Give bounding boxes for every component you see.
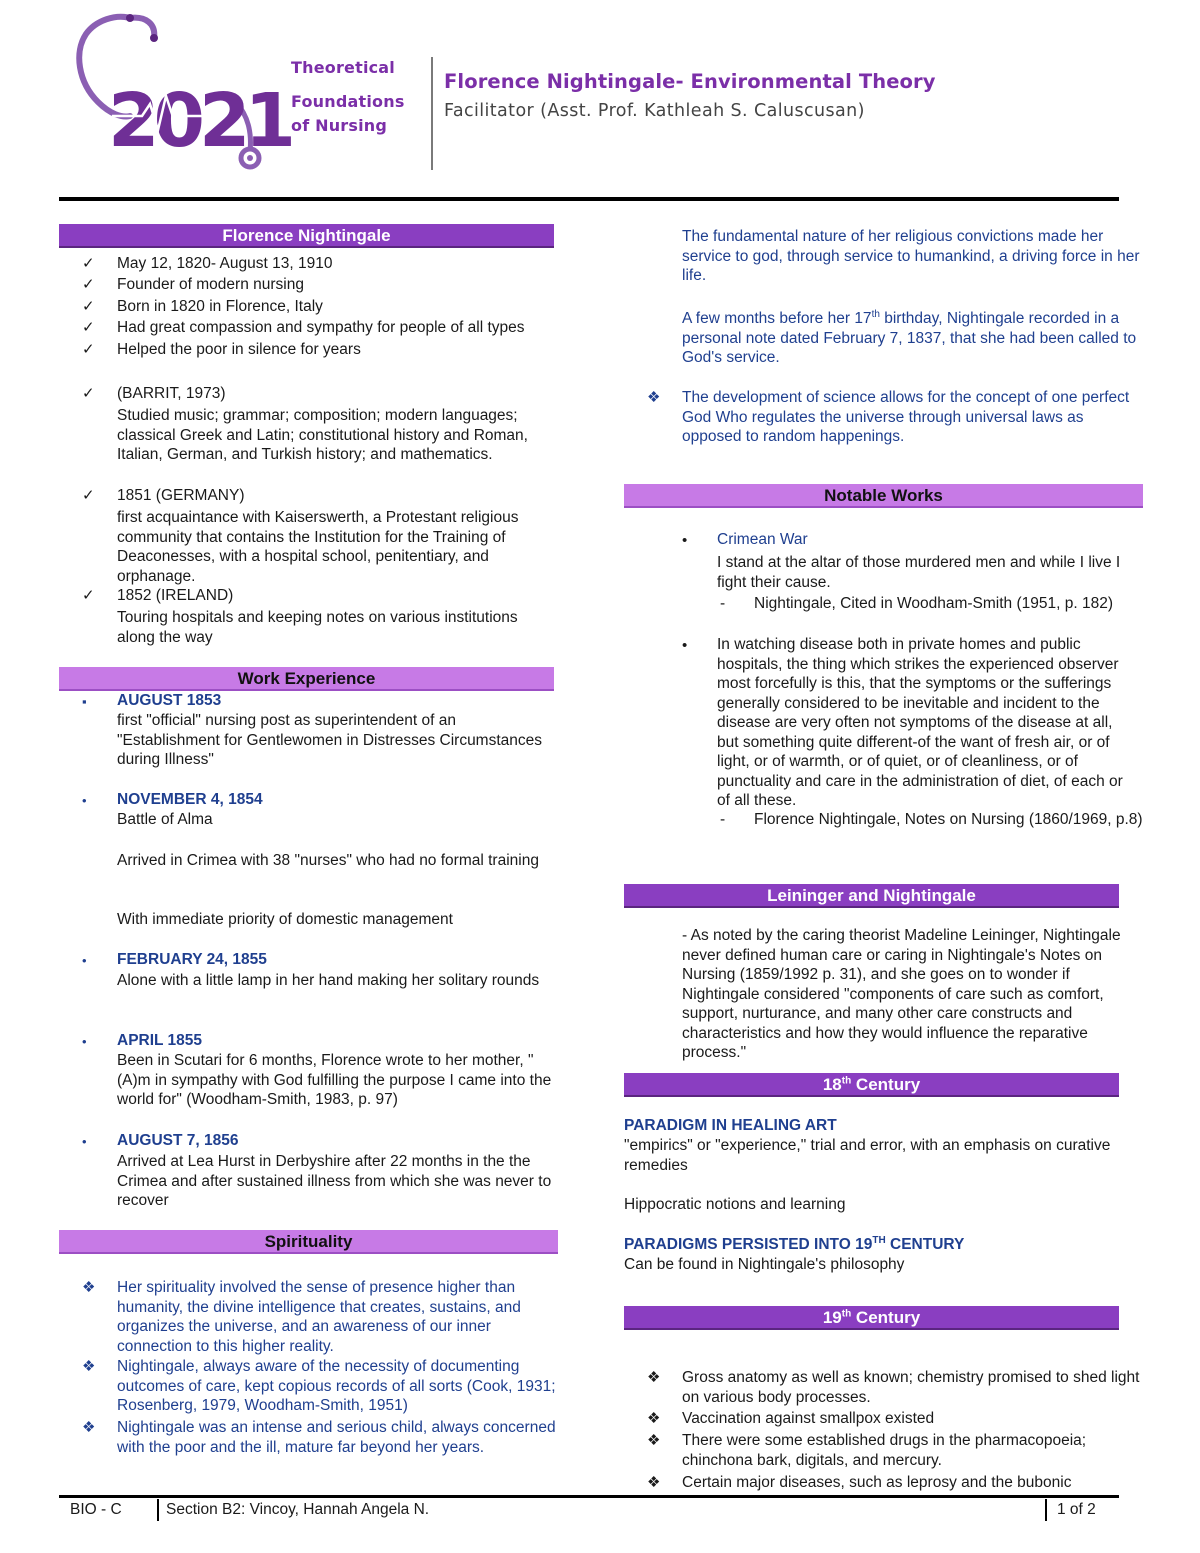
timeline-date: FEBRUARY 24, 1855 bbox=[117, 951, 267, 968]
check-icon: ✓ bbox=[82, 341, 95, 358]
footer-rule bbox=[59, 1495, 1119, 1498]
spirituality-item: Her spirituality involved the sense of presence higher than humanity, the divine intelligence that creates, sustains, and organizes the universe, and an awareness of our inner connection to this higher reality. bbox=[117, 1279, 521, 1355]
check-icon: ✓ bbox=[82, 319, 95, 336]
footer-section: Section B2: Vincoy, Hannah Angela N. bbox=[166, 1501, 430, 1518]
citation-dash: - bbox=[720, 811, 726, 828]
diamond-bullet-icon: ❖ bbox=[647, 1410, 661, 1427]
timeline-text: With immediate priority of domestic management bbox=[117, 911, 453, 928]
century19-item: Certain major diseases, such as leprosy and the bubonic bbox=[682, 1474, 1072, 1491]
diamond-bullet-icon: ❖ bbox=[647, 1474, 661, 1491]
barrit-text: Studied music; grammar; composition; modern languages; classical Greek and Latin; constitutional history and Roman, Italian, German, and Turkish history; and mathematics. bbox=[117, 407, 528, 463]
diamond-bullet-icon: ❖ bbox=[82, 1419, 96, 1436]
timeline-text: first "official" nursing post as superintendent of an "Establishment for Gentlewomen in Distresses Circumstances during Illness" bbox=[117, 712, 543, 768]
persisted-text: Can be found in Nightingale's philosophy bbox=[624, 1256, 905, 1273]
dot-bullet-icon: • bbox=[82, 1034, 87, 1049]
diamond-bullet-icon: ❖ bbox=[647, 389, 661, 406]
footer-course-code: BIO - C bbox=[70, 1501, 122, 1518]
check-icon: ✓ bbox=[82, 487, 95, 504]
course-title-line1: Theoretical bbox=[291, 58, 395, 77]
footer-divider bbox=[1045, 1499, 1047, 1521]
paradigm-title: PARADIGM IN HEALING ART bbox=[624, 1117, 837, 1134]
timeline-text: Alone with a little lamp in her hand making her solitary rounds bbox=[117, 972, 540, 989]
fn-item: Born in 1820 in Florence, Italy bbox=[117, 298, 323, 315]
citation-dash: - bbox=[720, 595, 726, 612]
check-icon: ✓ bbox=[82, 298, 95, 315]
logo-year: 2021 bbox=[108, 78, 290, 164]
course-title-line3: of Nursing bbox=[291, 116, 388, 135]
century19-item: Gross anatomy as well as known; chemistry promised to shed light on various body processes. bbox=[682, 1369, 1140, 1406]
persisted-title: PARADIGMS PERSISTED INTO 19TH CENTURY bbox=[624, 1234, 965, 1253]
header-divider bbox=[431, 57, 433, 170]
course-title-line2: Foundations bbox=[291, 92, 405, 111]
religious-paragraph: The fundamental nature of her religious convictions made her service to god, through service to humankind, a driving force in her life. bbox=[682, 228, 1140, 284]
disease-quote: In watching disease both in private homes and public hospitals, the thing which strikes the experienced observer most forcefully is this, that the symptoms or the sufferings generally considered to be inevitable and incident to the disease are very often not symptoms of the disease at all, but something quite different-of the want of fresh air, or of light, or of warmth, or of quiet, or of cleanliness, or of punctuality and care in the administration of diet, of each or of all these. bbox=[717, 636, 1123, 809]
diamond-bullet-icon: ❖ bbox=[647, 1432, 661, 1449]
germany-text: first acquaintance with Kaiserswerth, a Protestant religious community that contains the Institution for the Training of Deaconesses, with a hospital school, penitentiary, and orphanage. bbox=[117, 509, 519, 585]
century19-item: Vaccination against smallpox existed bbox=[682, 1410, 935, 1427]
dot-bullet-icon: • bbox=[82, 1134, 87, 1149]
check-icon: ✓ bbox=[82, 385, 95, 402]
ireland-text: Touring hospitals and keeping notes on various institutions along the way bbox=[117, 609, 518, 646]
dot-bullet-icon: • bbox=[82, 953, 87, 968]
check-icon: ✓ bbox=[82, 587, 95, 604]
fn-item: Had great compassion and sympathy for people of all types bbox=[117, 319, 525, 336]
section-heading-work-experience: Work Experience bbox=[59, 667, 554, 691]
timeline-date: NOVEMBER 4, 1854 bbox=[117, 791, 263, 808]
section-heading-notable-works: Notable Works bbox=[624, 484, 1143, 508]
dot-bullet-icon: • bbox=[682, 637, 688, 654]
ireland-label: 1852 (IRELAND) bbox=[117, 587, 234, 604]
timeline-text: Been in Scutari for 6 months, Florence wrote to her mother, "(A)m in sympathy with God fulfilling the purpose I came into the world for" (Woodham-Smith, 1983, p. 97) bbox=[117, 1052, 552, 1108]
timeline-date: AUGUST 7, 1856 bbox=[117, 1132, 239, 1149]
timeline-date: APRIL 1855 bbox=[117, 1032, 203, 1049]
spirituality-item: Nightingale was an intense and serious child, always concerned with the poor and the ill, mature far beyond her years. bbox=[117, 1419, 556, 1456]
leininger-paragraph: - As noted by the caring theorist Madeline Leininger, Nightingale never defined human care or caring in Nightingale's Notes on Nursing (1859/1992 p. 31), and she goes on to wonder if Nightingale considered "components of care such as comfort, support, nurturance, and many other care constructs and characteristics and how they would influence the reparative process." bbox=[682, 927, 1121, 1061]
spirituality-item: Nightingale, always aware of the necessity of documenting outcomes of care, kept copious records of all sorts (Cook, 1931; Rosenberg, 1979, Woodham-Smith, 1951) bbox=[117, 1358, 556, 1414]
crimean-quote: I stand at the altar of those murdered men and while I live I fight their cause. bbox=[717, 554, 1121, 591]
section-heading-spirituality: Spirituality bbox=[59, 1230, 558, 1254]
facilitator-line: Facilitator (Asst. Prof. Kathleah S. Caluscusan) bbox=[444, 101, 865, 121]
page-number: 1 of 2 bbox=[1057, 1501, 1096, 1518]
check-icon: ✓ bbox=[82, 255, 95, 272]
hippocratic-text: Hippocratic notions and learning bbox=[624, 1196, 846, 1213]
crimean-citation: Nightingale, Cited in Woodham-Smith (1951, p. 182) bbox=[754, 595, 1113, 612]
disease-citation: Florence Nightingale, Notes on Nursing (1860/1969, p.8) bbox=[754, 811, 1143, 828]
birthday-paragraph: A few months before her 17th birthday, Nightingale recorded in a personal note dated February 7, 1837, that she had been called to God's service. bbox=[682, 308, 1137, 366]
section-heading-19th-century: 19th Century bbox=[624, 1306, 1119, 1330]
diamond-bullet-icon: ❖ bbox=[82, 1279, 96, 1296]
document-title: Florence Nightingale- Environmental Theory bbox=[444, 70, 936, 93]
crimean-war-title: Crimean War bbox=[717, 531, 808, 548]
dot-bullet-icon: • bbox=[682, 532, 688, 549]
timeline-text: Arrived at Lea Hurst in Derbyshire after 22 months in the the Crimea and after sustained illness from which she was never to recover bbox=[117, 1153, 552, 1209]
timeline-date: AUGUST 1853 bbox=[117, 692, 222, 709]
section-heading-florence-nightingale: Florence Nightingale bbox=[59, 224, 554, 248]
germany-label: 1851 (GERMANY) bbox=[117, 487, 245, 504]
century19-item: There were some established drugs in the pharmacopoeia; chinchona bark, digitals, and mercury. bbox=[682, 1432, 1087, 1469]
timeline-text: Arrived in Crimea with 38 "nurses" who had no formal training bbox=[117, 852, 539, 869]
diamond-bullet-icon: ❖ bbox=[82, 1358, 96, 1375]
science-item: The development of science allows for the concept of one perfect God Who regulates the universe through universal laws as opposed to random happenings. bbox=[682, 389, 1130, 445]
section-heading-leininger: Leininger and Nightingale bbox=[624, 884, 1119, 908]
section-heading-18th-century: 18th Century bbox=[624, 1073, 1119, 1097]
timeline-text: Battle of Alma bbox=[117, 811, 213, 828]
dot-bullet-icon: • bbox=[82, 793, 87, 808]
paradigm-text: "empirics" or "experience," trial and error, with an emphasis on curative remedies bbox=[624, 1137, 1111, 1174]
fn-item: Founder of modern nursing bbox=[117, 276, 304, 293]
diamond-bullet-icon: ❖ bbox=[647, 1369, 661, 1386]
square-bullet-icon: ▪ bbox=[82, 694, 87, 709]
header-rule bbox=[59, 197, 1119, 201]
fn-item: May 12, 1820- August 13, 1910 bbox=[117, 255, 333, 272]
footer-divider bbox=[157, 1499, 159, 1521]
course-logo bbox=[64, 12, 290, 174]
check-icon: ✓ bbox=[82, 276, 95, 293]
barrit-label: (BARRIT, 1973) bbox=[117, 385, 226, 402]
fn-item: Helped the poor in silence for years bbox=[117, 341, 361, 358]
